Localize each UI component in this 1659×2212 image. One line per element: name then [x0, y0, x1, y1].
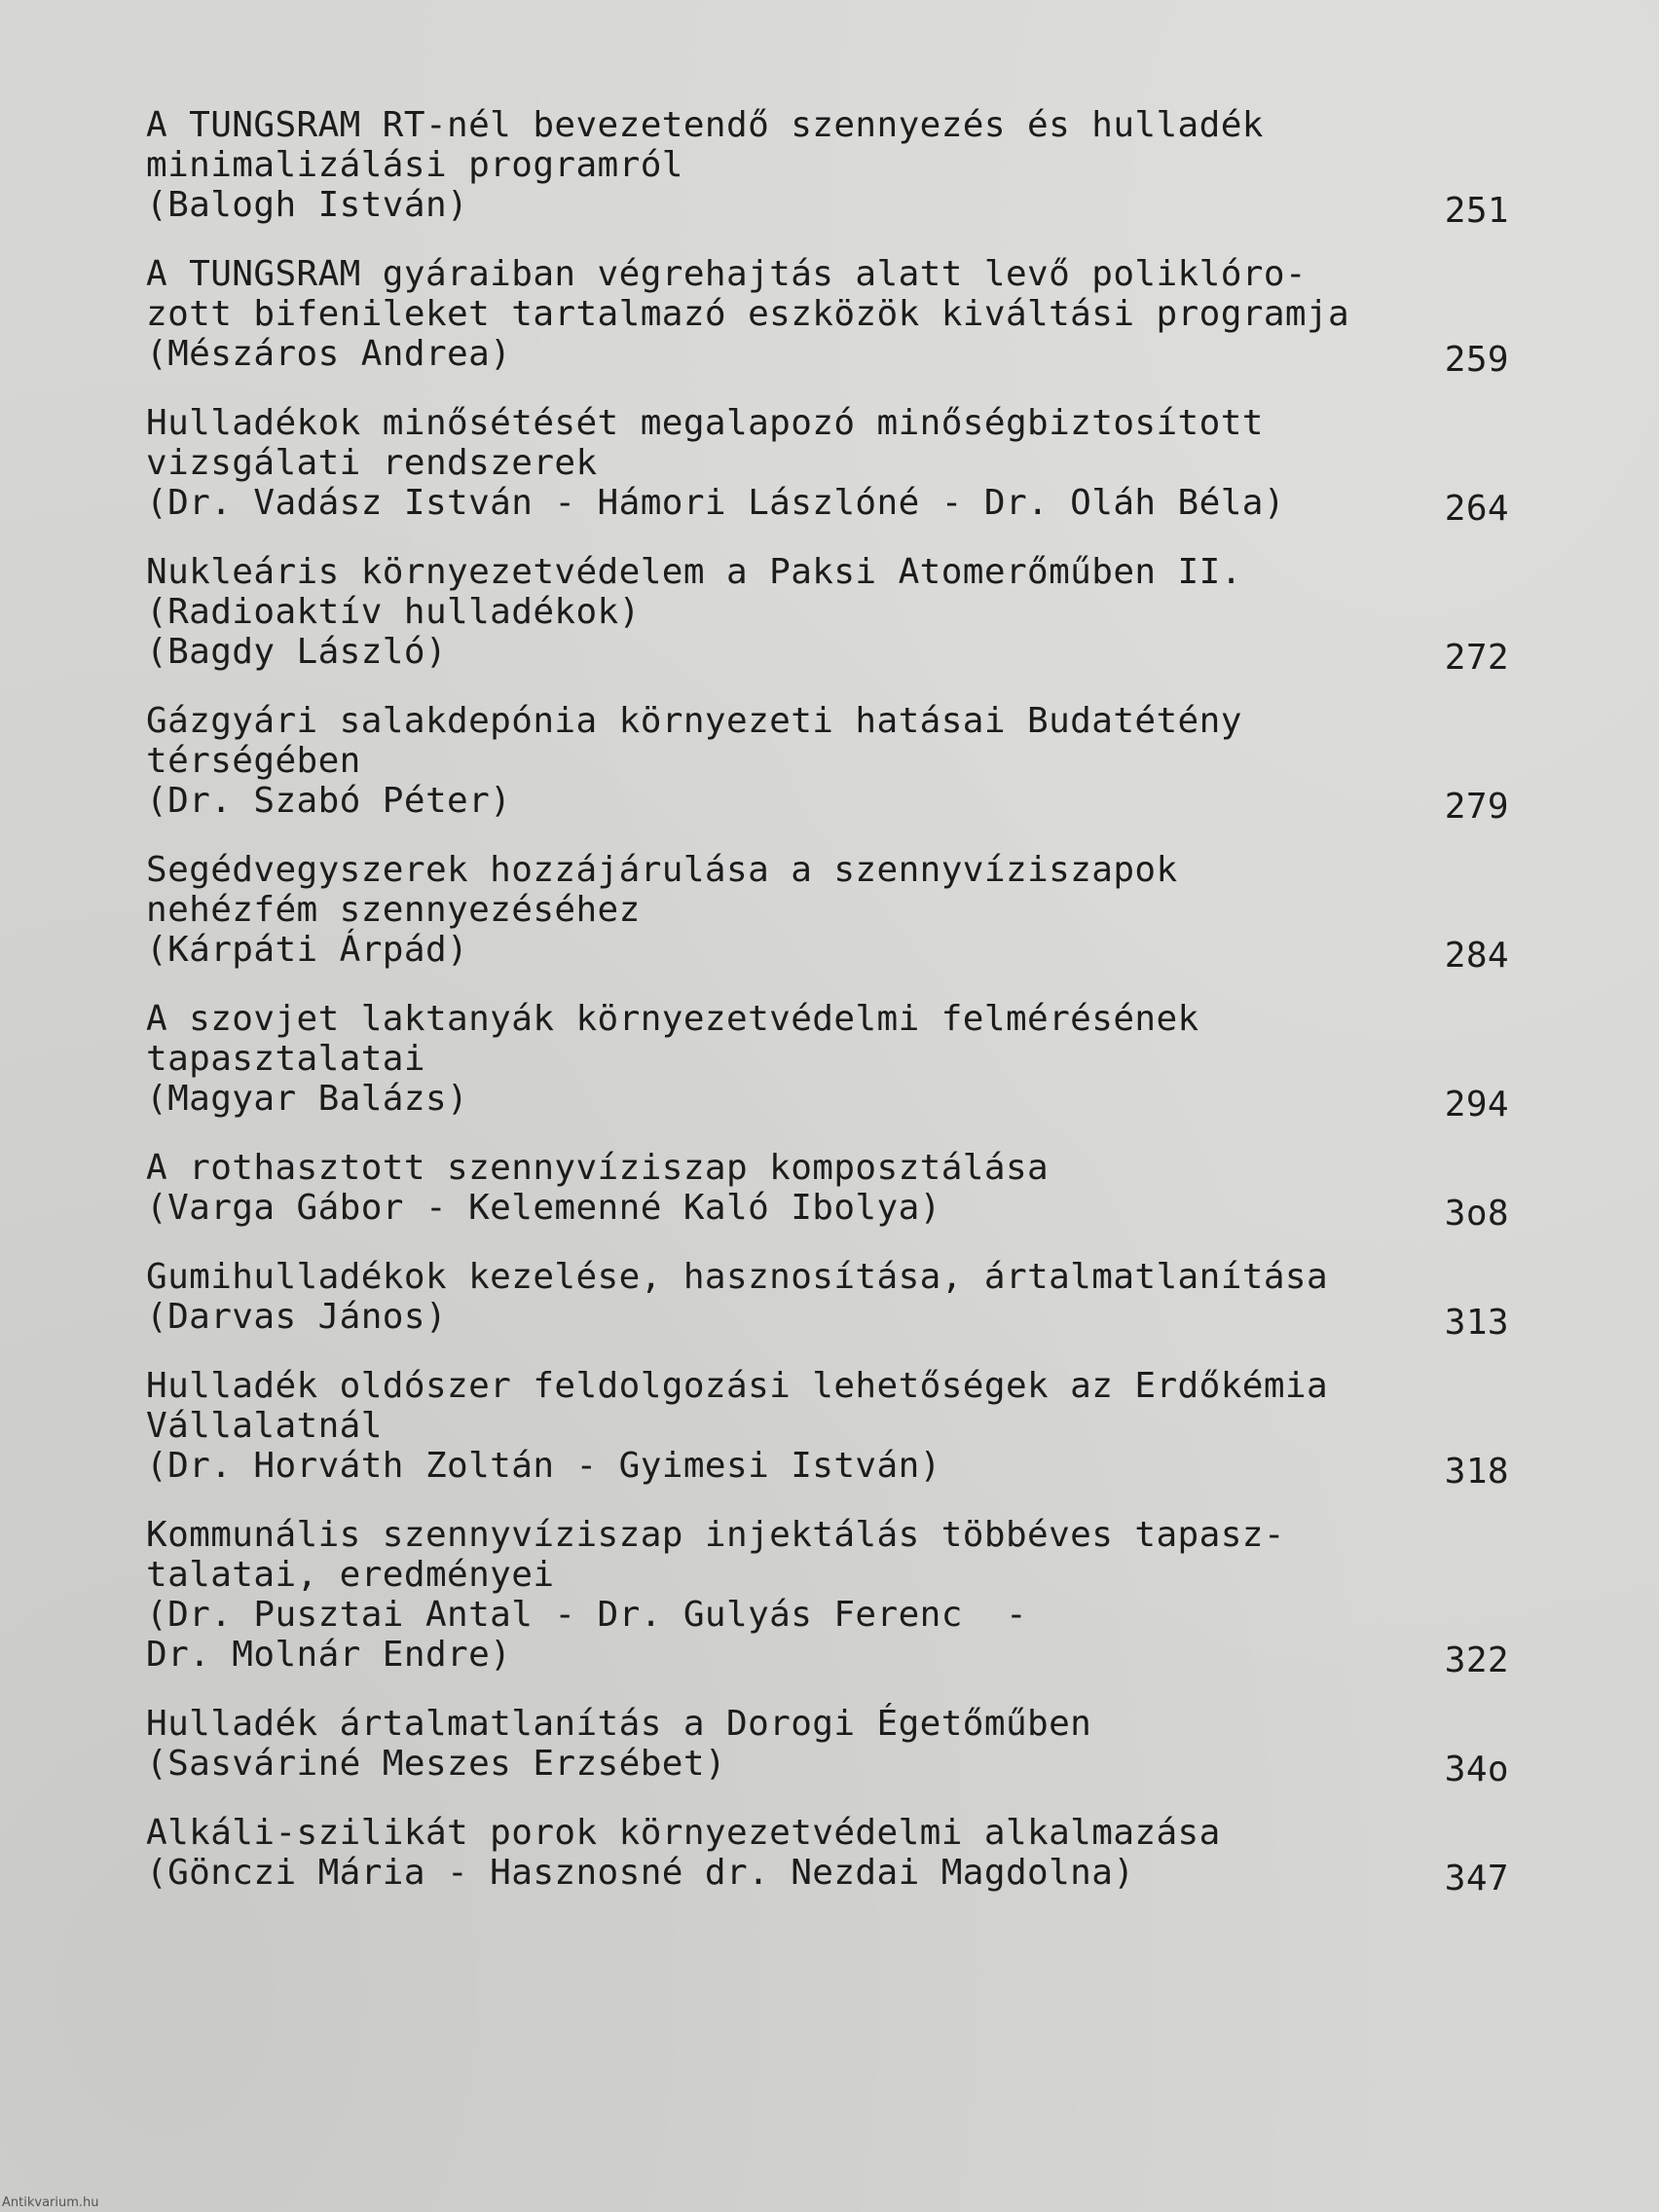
toc-entry-text	[146, 105, 1314, 225]
watermark: Antikvarium.hu	[2, 2195, 99, 2210]
toc-entry-author: (Dr. Vadász István - Hámori Lászlóné - Dr. Oláh Béla)	[146, 483, 1285, 523]
toc-entry-text	[146, 1148, 1314, 1228]
toc-entry-author: (Darvas János)	[146, 1297, 448, 1337]
toc-entry-author: (Magyar Balázs)	[146, 1079, 469, 1119]
toc-entry-title-line: zott bifenileket tartalmazó eszközök kiváltási programja	[146, 294, 1350, 334]
toc-entry-title-line: Segédvegyszerek hozzájárulása a szennyvíziszapok	[146, 850, 1178, 890]
toc-entry-page-number: 318	[1444, 1452, 1509, 1492]
toc-entry-author: (Dr. Horváth Zoltán - Gyimesi István)	[146, 1446, 941, 1486]
toc-entry-title-line: Gumihulladékok kezelése, hasznosítása, ártalmatlanítása	[146, 1257, 1329, 1297]
toc-entry	[146, 254, 1509, 380]
toc-entry-title-line: Hulladékok minősétését megalapozó minőségbiztosított	[146, 403, 1264, 443]
toc-entry-author: (Dr. Szabó Péter)	[146, 781, 512, 821]
toc-entry-text	[146, 254, 1350, 374]
toc-entry	[146, 552, 1509, 678]
toc-entry	[146, 403, 1509, 529]
toc-entry-page-number: 284	[1444, 936, 1509, 976]
toc-entry-author: Dr. Molnár Endre)	[146, 1635, 512, 1675]
toc-entry-text	[146, 1366, 1329, 1486]
toc-entry-title-line: A TUNGSRAM gyáraiban végrehajtás alatt levő poliklóro-	[146, 254, 1307, 294]
toc-entry-title-line: tapasztalatai	[146, 1039, 425, 1079]
toc-entry-page-number: 347	[1444, 1859, 1509, 1899]
toc-entry	[146, 1515, 1509, 1680]
toc-entry-title-line: Gázgyári salakdepónia környezeti hatásai Budatétény	[146, 701, 1242, 741]
toc-entry-title-line: térségében	[146, 741, 361, 781]
toc-entry	[146, 1257, 1509, 1343]
toc-entry-page-number: 279	[1444, 787, 1509, 827]
toc-entry-text	[146, 1257, 1329, 1337]
toc-entry-title-line: Hulladék oldószer feldolgozási lehetőségek az Erdőkémia	[146, 1366, 1329, 1406]
toc-entry-page-number: 322	[1444, 1641, 1509, 1680]
toc-entry	[146, 850, 1509, 976]
toc-entry	[146, 999, 1509, 1124]
toc-entry-title-line: Kommunális szennyvíziszap injektálás többéves tapasz-	[146, 1515, 1285, 1555]
toc-entry-author: (Gönczi Mária - Hasznosné dr. Nezdai Magdolna)	[146, 1853, 1135, 1893]
toc-entry-author: (Mészáros Andrea)	[146, 334, 512, 374]
toc-entry	[146, 701, 1509, 827]
toc-entry-page-number: 259	[1444, 340, 1509, 380]
toc-entry-page-number: 313	[1444, 1303, 1509, 1343]
toc-entry-author: (Bagdy László)	[146, 632, 448, 672]
toc-entry-title-line: nehézfém szennyezéséhez	[146, 890, 641, 930]
toc-entry-title-line: Vállalatnál	[146, 1406, 383, 1446]
toc-entry-page-number: 294	[1444, 1085, 1509, 1124]
toc-entry-text	[146, 1515, 1314, 1675]
toc-entry-text	[146, 403, 1314, 523]
toc-entry-title-line: Alkáli-szilikát porok környezetvédelmi alkalmazása	[146, 1813, 1221, 1853]
toc-entry-author: (Varga Gábor - Kelemenné Kaló Ibolya)	[146, 1188, 941, 1228]
toc-entry-page-number: 264	[1444, 489, 1509, 529]
toc-entry-title-line: (Radioaktív hulladékok)	[146, 592, 641, 632]
toc-entry-text	[146, 999, 1314, 1119]
toc-entry-title-line: Nukleáris környezetvédelem a Paksi Atomerőműben II.	[146, 552, 1242, 592]
toc-entry-page-number: 3o8	[1444, 1194, 1509, 1234]
toc-entry	[146, 1366, 1509, 1492]
toc-entry-page-number: 251	[1444, 191, 1509, 231]
toc-entry-text	[146, 1704, 1314, 1784]
toc-entry-page-number: 272	[1444, 638, 1509, 678]
toc-entry-title-line: A rothasztott szennyvíziszap komposztálása	[146, 1148, 1050, 1188]
toc-entry-text	[146, 1813, 1314, 1893]
toc-entry-text	[146, 701, 1314, 821]
toc-entry-page-number: 34o	[1444, 1750, 1509, 1789]
toc-entry-title-line: vizsgálati rendszerek	[146, 443, 598, 483]
toc-entry	[146, 1148, 1509, 1234]
toc-entry-author: (Kárpáti Árpád)	[146, 930, 469, 970]
toc-entry	[146, 1813, 1509, 1899]
toc-entry-title-line: A szovjet laktanyák környezetvédelmi felmérésének	[146, 999, 1199, 1039]
toc-entry-author: (Balogh István)	[146, 185, 469, 225]
toc-entry-author: (Sasváriné Meszes Erzsébet)	[146, 1744, 726, 1784]
toc-entry-title-line: Hulladék ártalmatlanítás a Dorogi Égetőműben	[146, 1704, 1092, 1744]
toc-entry-title-line: A TUNGSRAM RT-nél bevezetendő szennyezés és hulladék	[146, 105, 1264, 145]
toc-entry-title-line: (Dr. Pusztai Antal - Dr. Gulyás Ferenc -	[146, 1595, 1028, 1635]
table-of-contents	[146, 105, 1509, 1922]
toc-entry-title-line: minimalizálási programról	[146, 145, 683, 185]
toc-entry-text	[146, 552, 1314, 672]
toc-entry-text	[146, 850, 1314, 970]
toc-entry	[146, 105, 1509, 231]
toc-entry	[146, 1704, 1509, 1789]
toc-entry-title-line: talatai, eredményei	[146, 1555, 555, 1595]
